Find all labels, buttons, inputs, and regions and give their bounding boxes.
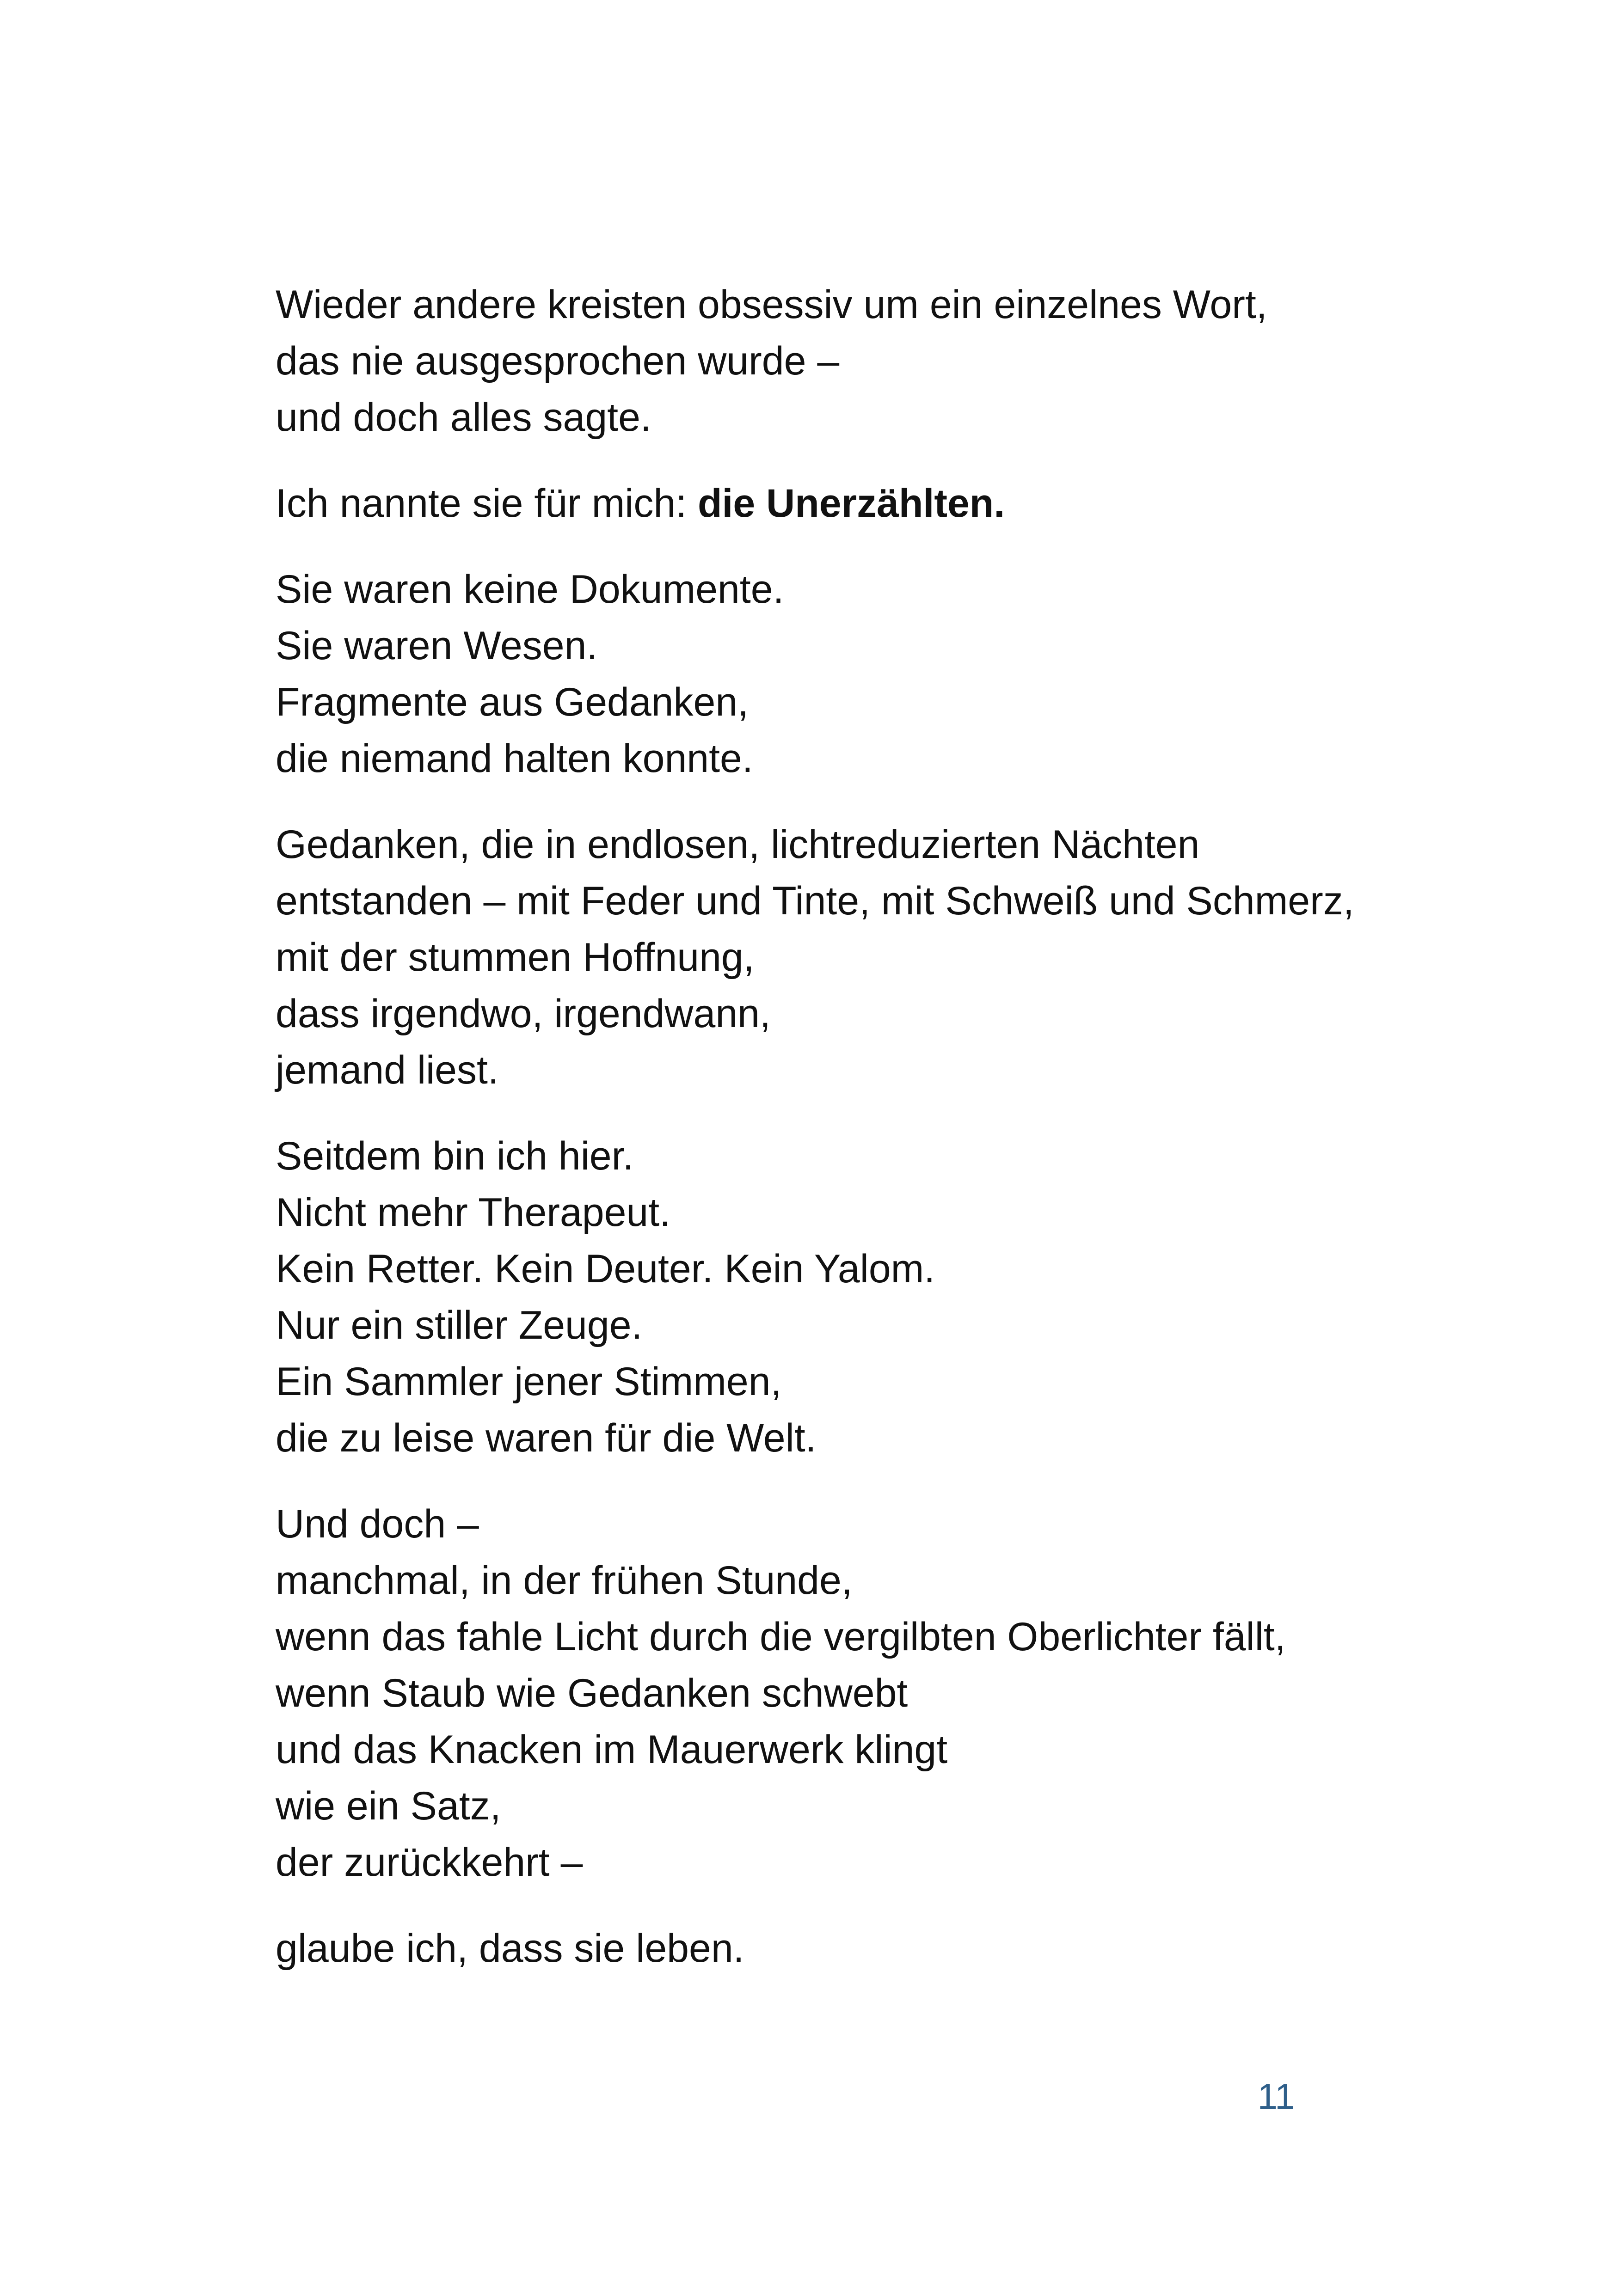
text-line: Und doch –: [276, 1502, 479, 1546]
text-line: wie ein Satz,: [276, 1784, 501, 1828]
text-line: Nur ein stiller Zeuge.: [276, 1303, 643, 1347]
stanza: [276, 1920, 1432, 1977]
text-line: die zu leise waren für die Welt.: [276, 1416, 817, 1460]
text-line: wenn Staub wie Gedanken schwebt: [276, 1671, 908, 1715]
naming-lead: Ich nannte sie für mich:: [276, 481, 698, 526]
text-line: glaube ich, dass sie leben.: [276, 1926, 744, 1971]
text-line: Sie waren Wesen.: [276, 624, 598, 668]
text-line: Fragmente aus Gedanken,: [276, 680, 749, 724]
stanza: [276, 1128, 1432, 1466]
page-number: 11: [1257, 2076, 1295, 2117]
stanza-naming: [276, 475, 1432, 532]
text-line: dass irgendwo, irgendwann,: [276, 992, 771, 1036]
stanza: [276, 276, 1432, 446]
text-line: Kein Retter. Kein Deuter. Kein Yalom.: [276, 1247, 935, 1291]
text-line: Nicht mehr Therapeut.: [276, 1190, 671, 1235]
text-line: und das Knacken im Mauerwerk klingt: [276, 1727, 948, 1772]
text-line: das nie ausgesprochen wurde –: [276, 339, 840, 383]
text-line: wenn das fahle Licht durch die vergilbten Oberlichter fällt,: [276, 1615, 1286, 1659]
body-text: [276, 276, 1432, 2006]
text-line: Ein Sammler jener Stimmen,: [276, 1359, 782, 1404]
text-line: mit der stummen Hoffnung,: [276, 935, 755, 980]
stanza: [276, 1496, 1432, 1891]
text-line: manchmal, in der frühen Stunde,: [276, 1558, 853, 1603]
text-line: der zurückkehrt –: [276, 1840, 583, 1885]
text-line: und doch alles sagte.: [276, 395, 651, 440]
text-line: entstanden – mit Feder und Tinte, mit Schweiß und Schmerz,: [276, 879, 1354, 923]
text-line: Sie waren keine Dokumente.: [276, 567, 784, 612]
text-line: Gedanken, die in endlosen, lichtreduzierten Nächten: [276, 822, 1200, 867]
stanza: [276, 816, 1432, 1098]
text-line: die niemand halten konnte.: [276, 736, 753, 781]
text-line: Wieder andere kreisten obsessiv um ein einzelnes Wort,: [276, 282, 1267, 327]
text-line: Seitdem bin ich hier.: [276, 1134, 634, 1178]
stanza: [276, 561, 1432, 787]
naming-emphasis: die Unerzählten.: [698, 481, 1005, 526]
text-line: jemand liest.: [276, 1048, 499, 1092]
text-line: [276, 475, 1432, 532]
